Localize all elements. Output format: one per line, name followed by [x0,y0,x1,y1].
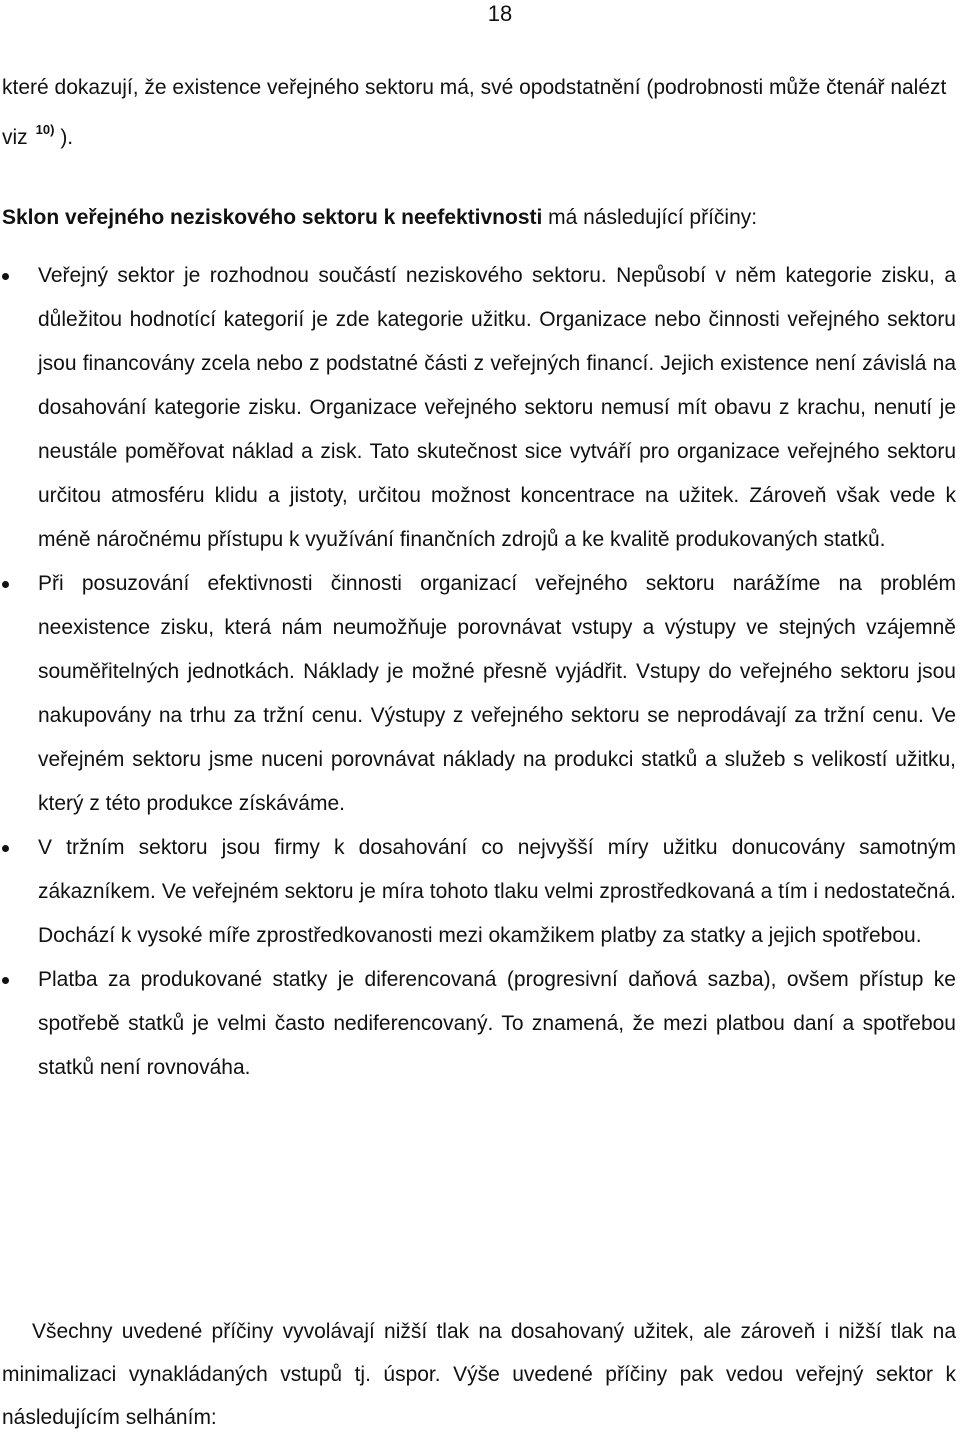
list-item [0,958,956,1090]
list-item-text: Platba za produkované statky je diferencovaná (progresivní daňová sazba), ovšem přístup ke spotřebě statků je velmi často nediferencovaný. To znamená, že mezi platbou daní a spotřebou statků není rovnováha. [38,968,956,1079]
bullet-icon [2,845,9,852]
heading-rest: má následující příčiny: [542,206,758,229]
list-item [0,826,956,958]
list-item-text: V tržním sektoru jsou firmy k dosahování co nejvyšší míry užitku donucovány samotným zákazníkem. Ve veřejném sektoru je míra tohoto tlaku velmi zprostředkovaná a tím i nedostatečná. Dochází k vysoké míře zprostředkovanosti mezi okamžikem platby za statky a jejich spotřebou. [38,836,956,947]
list-item-text: Veřejný sektor je rozhodnou součástí neziskového sektoru. Nepůsobí v něm kategorie zisku, a důležitou hodnotící kategorií je zde kategorie užitku. Organizace nebo činnosti veřejného sektoru jsou financovány zcela nebo z podstatné části z veřejných financí. Jejich existence není závislá na dosahování kategorie zisku. Organizace veřejného sektoru nemusí mít obavu z krachu, nenutí je neustále poměřovat náklad a zisk. Tato skutečnost sice vytváří pro organizace veřejného sektoru určitou atmosféru klidu a jistoty, určitou možnost koncentrace na užitek. Zároveň však vede k méně náročnému přístupu k využívání finančních zdrojů a ke kvalitě produkovaných statků. [38,264,956,551]
bullet-icon [2,273,9,280]
intro-text: které dokazují, že existence veřejného sektoru má, své opodstatnění (podrobnosti může čtenář nalézt viz [2,76,947,149]
list-item-text: Při posuzování efektivnosti činnosti organizací veřejného sektoru narážíme na problém neexistence zisku, která nám neumožňuje porovnávat vstupy a výstupy ve stejných vzájemně souměřitelných jednotkách. Náklady je možné přesně vyjádřit. Vstupy do veřejného sektoru jsou nakupovány na trhu za tržní cenu. Výstupy z veřejného sektoru se neprodávají za tržní cenu. Ve veřejném sektoru jsme nuceni porovnávat náklady na produkci statků a služeb s velikostí užitku, který z této produkce získáváme. [38,572,956,815]
list-item [0,562,956,826]
causes-list [0,254,956,1090]
reference-marker: 10) [35,122,55,137]
bullet-icon [2,581,9,588]
causes-heading [2,196,956,240]
page-number: 18 [487,1,513,26]
closing-paragraph: Všechny uvedené příčiny vyvolávají nižší tlak na dosahovaný užitek, ale zároveň i nižší tlak na minimalizaci vynakládaných vstupů tj. úspor. Výše uvedené příčiny pak vedou veřejný sektor k následujícím selháním: [2,1320,956,1429]
intro-text-end: ). [60,126,74,149]
bullet-icon [2,977,9,984]
list-item [0,254,956,562]
heading-bold: Sklon veřejného neziskového sektoru k neefektivnosti [2,206,543,229]
intro-paragraph [2,66,956,160]
